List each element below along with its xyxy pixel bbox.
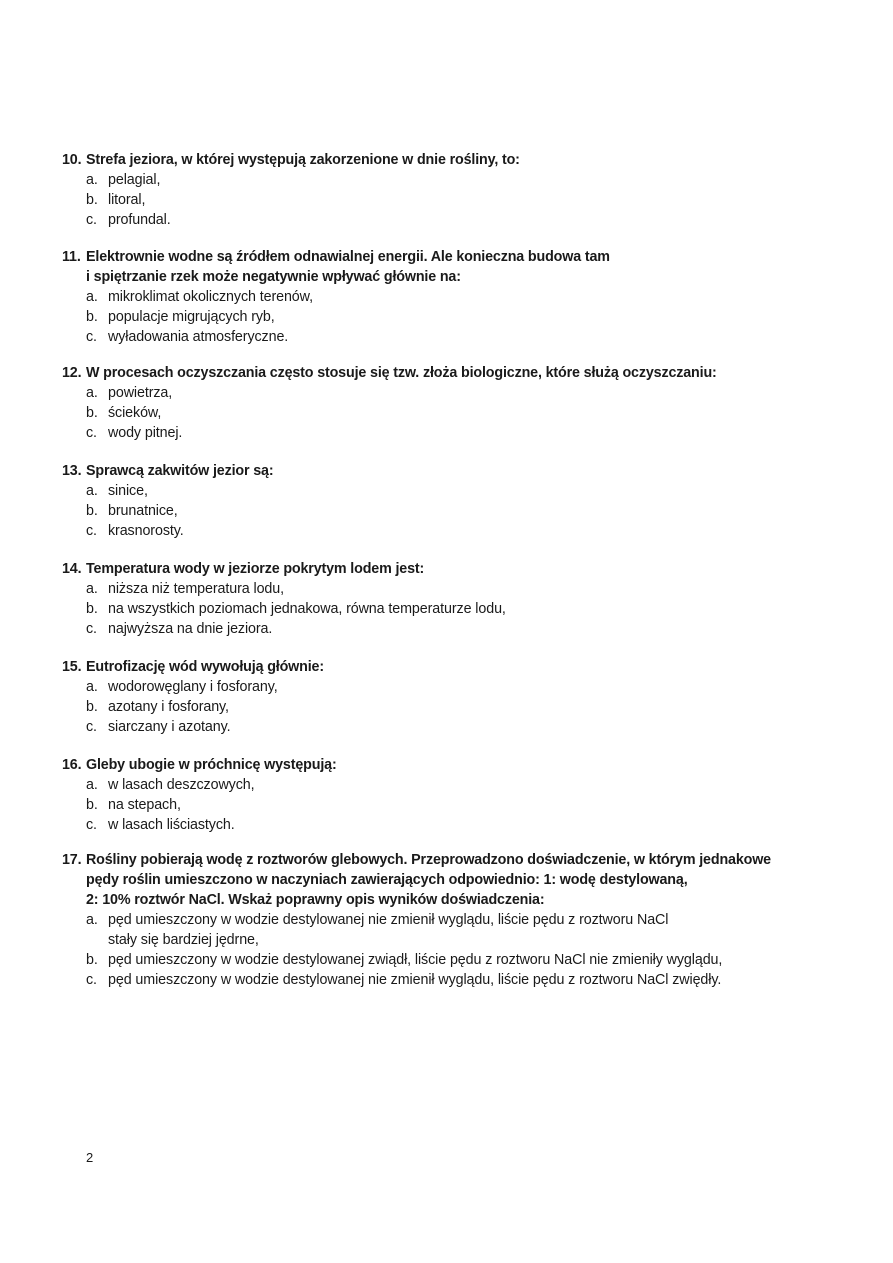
question-prompt — [62, 559, 862, 579]
option-text: sinice, — [108, 483, 148, 499]
answer-option-c[interactable] — [62, 970, 862, 990]
answer-option-c[interactable] — [62, 327, 862, 347]
option-text: powietrza, — [108, 385, 173, 401]
page-number: 2 — [86, 1150, 94, 1165]
option-text: w lasach liściastych. — [108, 817, 235, 833]
answer-option-c[interactable] — [62, 815, 862, 835]
answer-option-b[interactable] — [62, 599, 862, 619]
option-text: pelagial, — [108, 172, 161, 188]
option-text: wyładowania atmosferyczne. — [108, 329, 289, 345]
question-text-continued: 2: 10% roztwór NaCl. Wskaż poprawny opis wyników doświadczenia: — [86, 892, 545, 908]
question-17 — [62, 850, 862, 990]
question-number: 17. — [62, 852, 82, 868]
option-letter: b. — [86, 699, 98, 715]
question-text: Temperatura wody w jeziorze pokrytym lodem jest: — [86, 561, 425, 577]
option-text: krasnorosty. — [108, 523, 184, 539]
option-text: mikroklimat okolicznych terenów, — [108, 289, 313, 305]
option-text: wodorowęglany i fosforany, — [108, 679, 278, 695]
option-text: wody pitnej. — [108, 425, 183, 441]
option-letter: b. — [86, 309, 98, 325]
answer-option-b[interactable] — [62, 403, 862, 423]
question-text: Elektrownie wodne są źródłem odnawialnej energii. Ale konieczna budowa tam — [86, 249, 610, 265]
option-text: litoral, — [108, 192, 146, 208]
option-letter: b. — [86, 601, 98, 617]
option-text-continued: stały się bardziej jędrne, — [108, 932, 259, 948]
question-prompt — [62, 150, 862, 170]
option-letter: c. — [86, 621, 97, 637]
question-14 — [62, 559, 862, 639]
option-text: populacje migrujących ryb, — [108, 309, 275, 325]
answer-option-c[interactable] — [62, 619, 862, 639]
option-text: pęd umieszczony w wodzie destylowanej nie zmienił wyglądu, liście pędu z roztworu NaCl — [108, 912, 669, 928]
option-letter: a. — [86, 172, 98, 188]
option-letter: c. — [86, 719, 97, 735]
question-text-continued: i spiętrzanie rzek może negatywnie wpływać głównie na: — [86, 269, 461, 285]
answer-option-a[interactable] — [62, 287, 862, 307]
answer-option-c[interactable] — [62, 210, 862, 230]
option-letter: c. — [86, 425, 97, 441]
answer-option-c[interactable] — [62, 423, 862, 443]
question-text: Rośliny pobierają wodę z roztworów glebowych. Przeprowadzono doświadczenie, w którym jednakowe — [86, 852, 771, 868]
question-prompt — [62, 247, 862, 267]
question-number: 11. — [62, 249, 81, 265]
answer-option-a[interactable] — [62, 481, 862, 501]
answer-option-a[interactable] — [62, 677, 862, 697]
question-text: Eutrofizację wód wywołują głównie: — [86, 659, 324, 675]
option-text: siarczany i azotany. — [108, 719, 231, 735]
option-letter: c. — [86, 329, 97, 345]
option-letter: a. — [86, 777, 98, 793]
question-number: 14. — [62, 561, 82, 577]
question-number: 15. — [62, 659, 82, 675]
answer-option-a[interactable] — [62, 170, 862, 190]
question-12 — [62, 363, 862, 443]
option-letter: b. — [86, 952, 98, 968]
option-letter: c. — [86, 212, 97, 228]
answer-option-a[interactable] — [62, 383, 862, 403]
option-letter: c. — [86, 523, 97, 539]
option-text: pęd umieszczony w wodzie destylowanej nie zmienił wyglądu, liście pędu z roztworu NaCl zwiędły. — [108, 972, 722, 988]
option-text: azotany i fosforany, — [108, 699, 229, 715]
question-15 — [62, 657, 862, 737]
answer-option-a[interactable] — [62, 579, 862, 599]
answer-option-b[interactable] — [62, 307, 862, 327]
question-11 — [62, 247, 862, 347]
option-text: najwyższa na dnie jeziora. — [108, 621, 273, 637]
question-number: 13. — [62, 463, 82, 479]
option-letter: a. — [86, 912, 98, 928]
option-letter: a. — [86, 483, 98, 499]
option-text: ścieków, — [108, 405, 162, 421]
option-text: profundal. — [108, 212, 171, 228]
option-text: niższa niż temperatura lodu, — [108, 581, 285, 597]
answer-option-a[interactable] — [62, 910, 862, 930]
option-letter: c. — [86, 972, 97, 988]
answer-option-c[interactable] — [62, 521, 862, 541]
option-letter: a. — [86, 289, 98, 305]
question-prompt — [62, 850, 862, 870]
question-prompt — [62, 461, 862, 481]
question-text: Sprawcą zakwitów jezior są: — [86, 463, 274, 479]
question-number: 16. — [62, 757, 82, 773]
question-text: Gleby ubogie w próchnicę występują: — [86, 757, 337, 773]
question-13 — [62, 461, 862, 541]
question-text-continued: pędy roślin umieszczono w naczyniach zawierających odpowiednio: 1: wodę destylowaną, — [86, 872, 688, 888]
question-prompt — [62, 363, 862, 383]
answer-option-c[interactable] — [62, 717, 862, 737]
answer-option-a[interactable] — [62, 775, 862, 795]
option-letter: c. — [86, 817, 97, 833]
option-text: pęd umieszczony w wodzie destylowanej zwiądł, liście pędu z roztworu NaCl nie zmieniły wyglądu, — [108, 952, 723, 968]
option-text: brunatnice, — [108, 503, 178, 519]
question-prompt — [62, 657, 862, 677]
option-letter: a. — [86, 581, 98, 597]
option-text: na stepach, — [108, 797, 181, 813]
answer-option-b[interactable] — [62, 190, 862, 210]
option-letter: a. — [86, 385, 98, 401]
option-letter: a. — [86, 679, 98, 695]
question-text: Strefa jeziora, w której występują zakorzenione w dnie rośliny, to: — [86, 152, 520, 168]
option-text: w lasach deszczowych, — [108, 777, 255, 793]
answer-option-b[interactable] — [62, 501, 862, 521]
answer-option-b[interactable] — [62, 795, 862, 815]
option-letter: b. — [86, 405, 98, 421]
option-text: na wszystkich poziomach jednakowa, równa temperaturze lodu, — [108, 601, 506, 617]
question-number: 12. — [62, 365, 82, 381]
option-letter: b. — [86, 797, 98, 813]
question-number: 10. — [62, 152, 82, 168]
answer-option-b[interactable] — [62, 697, 862, 717]
question-16 — [62, 755, 862, 835]
question-text: W procesach oczyszczania często stosuje się tzw. złoża biologiczne, które służą oczyszczaniu: — [86, 365, 717, 381]
option-letter: b. — [86, 503, 98, 519]
option-letter: b. — [86, 192, 98, 208]
answer-option-b[interactable] — [62, 950, 862, 970]
question-prompt — [62, 755, 862, 775]
question-10 — [62, 150, 862, 230]
